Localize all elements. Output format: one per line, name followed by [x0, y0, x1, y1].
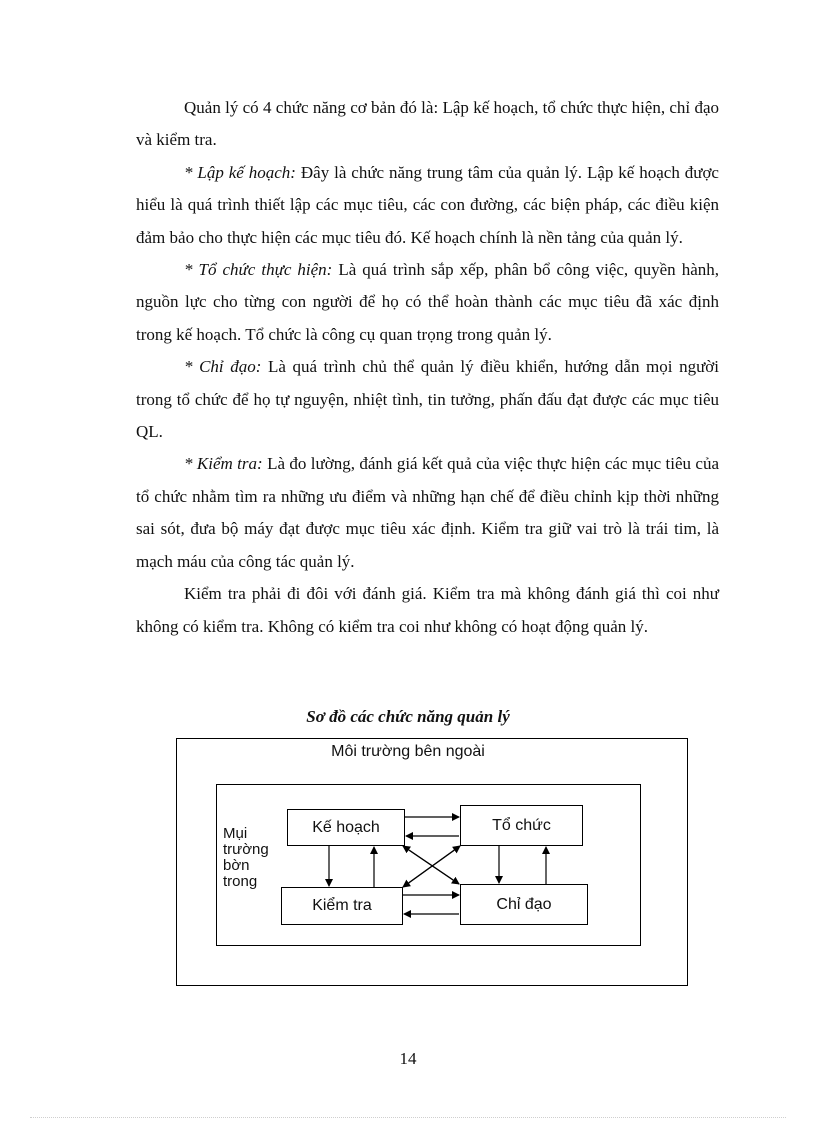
inner-environment-label: Mụi trường bờn trong — [223, 825, 269, 890]
body-text — [136, 92, 719, 643]
node-directing: Chỉ đạo — [460, 884, 588, 925]
planning-body: Đây là chức năng trung tâm của quản lý. Lập kế hoạch được hiểu là quá trình thiết lập các mục tiêu, các con đường, các biện pháp, các điều kiện đảm bảo cho thực hiện các mục tiêu đó. Kế hoạch chính là nền tảng của quản lý. — [136, 162, 719, 247]
page-number: 14 — [399, 1049, 417, 1068]
paragraph-organizing — [136, 254, 719, 351]
controlling-body: Là đo lường, đánh giá kết quả của việc thực hiện các mục tiêu của tổ chức nhằm tìm ra những ưu điểm và những hạn chế để điều chỉnh kịp thời những sai sót, đưa bộ máy đạt được mục tiêu xác định. Kiểm tra giữ vai trò là trái tim, là mạch máu của công tác quản lý. — [136, 454, 719, 571]
planning-lead: * Lập kế hoạch: — [184, 162, 296, 182]
node-organizing: Tổ chức — [460, 805, 583, 846]
controlling-lead: * Kiểm tra: — [184, 454, 263, 474]
paragraph-intro: Quản lý có 4 chức năng cơ bản đó là: Lập kế hoạch, tổ chức thực hiện, chỉ đạo và kiểm tra. — [136, 98, 719, 150]
paragraph-directing — [136, 351, 719, 448]
paragraph-controlling — [136, 448, 719, 578]
paragraph-planning — [136, 157, 719, 254]
node-controlling: Kiểm tra — [281, 887, 403, 925]
diagram-caption: Sơ đồ các chức năng quản lý — [306, 707, 510, 726]
organizing-lead: * Tổ chức thực hiện: — [184, 260, 333, 280]
node-planning: Kế hoạch — [287, 809, 405, 846]
organizing-body: Là quá trình sắp xếp, phân bổ công việc, quyền hành, nguồn lực cho từng con người để họ có thể hoàn thành các mục tiêu đã xác định trong kế hoạch. Tổ chức là công cụ quan trọng trong quản lý. — [136, 260, 719, 344]
directing-lead: * Chỉ đạo: — [184, 357, 262, 377]
outer-environment-label: Môi trường bên ngoài — [331, 743, 485, 760]
paragraph-closing: Kiểm tra phải đi đôi với đánh giá. Kiểm tra mà không đánh giá thì coi như không có kiểm tra. Không có kiểm tra coi như không có hoạt động quản lý. — [136, 584, 719, 636]
footer-divider — [30, 1117, 786, 1118]
directing-body: Là quá trình chủ thể quản lý điều khiển, hướng dẫn mọi người trong tổ chức để họ tự nguyện, nhiệt tình, tin tưởng, phấn đấu đạt được các mục tiêu QL. — [136, 357, 719, 442]
